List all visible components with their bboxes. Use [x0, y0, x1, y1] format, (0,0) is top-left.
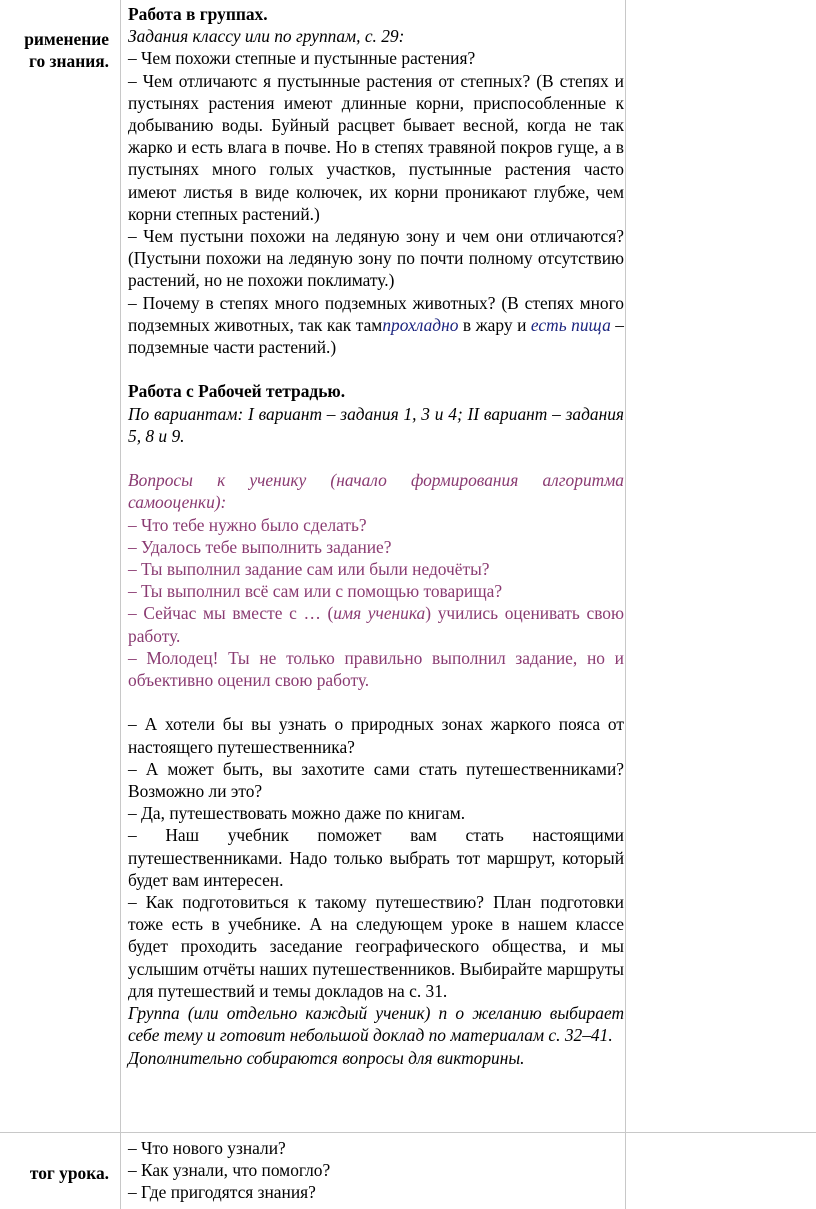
reflection-question: – Как узнали, что помогло? [128, 1160, 331, 1181]
self-assessment-question: – Сейчас мы вместе с … (имя ученика) учились оценивать свою работу. [128, 603, 624, 646]
column-divider-right [625, 0, 626, 1209]
self-assessment-title: Вопросы к ученику (начало формирования алгоритма самооценки): [128, 470, 624, 513]
teacher-text: – Наш учебник поможет вам стать настоящими путешественниками. Надо только выбрать тот маршрут, который будет вам интересен. [128, 825, 624, 890]
teacher-note: Дополнительно собираются вопросы для викторины. [128, 1047, 525, 1068]
self-assessment-question: – Ты выполнил задание сам или были недочёты? [128, 559, 490, 580]
section-title: Работа в группах. [128, 4, 268, 24]
section-title: Работа с Рабочей тетрадью. [128, 381, 346, 402]
column-divider-left [120, 0, 121, 1209]
self-assessment-question: – Удалось тебе выполнить задание? [128, 536, 392, 557]
teacher-text: – Да, путешествовать можно даже по книгам. [128, 803, 466, 824]
self-assessment-question: – Что тебе нужно было сделать? [128, 514, 367, 535]
teacher-text: – А хотели бы вы узнать о природных зонах жаркого пояса от настоящего путешественника? [128, 714, 624, 757]
reflection-question: – Где пригодятся знания? [128, 1182, 316, 1203]
self-assessment-question: – Ты выполнил всё сам или с помощью товарища? [128, 581, 503, 602]
task-text: По вариантам: I вариант – задания 1, 3 и 4; II вариант – задания 5, 8 и 9. [128, 403, 624, 446]
self-assessment-question: – Молодец! Ты не только правильно выполнил задание, но и объективно оценил свою работу. [128, 647, 624, 691]
lesson-content [128, 3, 624, 1069]
question: – Чем пустыни похожи на ледяную зону и чем они отличаются? (Пустыни похожи на ледяную зону по почти полному отсутствию растений, но не похожи поклимату.) [128, 226, 624, 291]
lesson-summary [128, 1137, 624, 1204]
teacher-text: – А может быть, вы захотите сами стать путешественниками? Возможно ли это? [128, 758, 624, 802]
task-text: Задания классу или по группам, с. 29: [128, 26, 405, 47]
question: – Почему в степях много подземных животных? (В степях много подземных животных, так как тампрохладно в жару и есть пища – подземные части растений.) [128, 292, 624, 358]
question: – Чем похожи степные и пустынные растения? [128, 48, 476, 69]
teacher-text: – Как подготовиться к такому путешествию? План подготовки тоже есть в учебнике. А на следующем уроке в нашем классе будет проходить заседание географического общества, и мы услышим отчёты наших путешественников. Выбирайте маршруты для путешествий и темы докладов на с. 31. [128, 892, 624, 1001]
teacher-note: Группа (или отдельно каждый ученик) п о желанию выбирает себе тему и готовит небольшой доклад по материалам с. 32–41. [128, 1003, 624, 1046]
stage-label: рименение го знания. [24, 29, 109, 72]
stage-label: тог урока. [29, 1163, 109, 1183]
question: – Чем отличаютс я пустынные растения от степных? (В степях и пустынях растения имеют длинные корни, приспособленные к добыванию воды. Буйный расцвет бывает весной, когда не так жарко и есть влага в почве. Но в степях травяной покров гуще, а в пустынях много голых участков, пустынные растения часто имеют листья в виде колючек, их корни проникают глубже, чем корни степных растений.) [128, 70, 624, 224]
reflection-question: – Что нового узнали? [128, 1138, 286, 1158]
row-divider [0, 1132, 816, 1133]
